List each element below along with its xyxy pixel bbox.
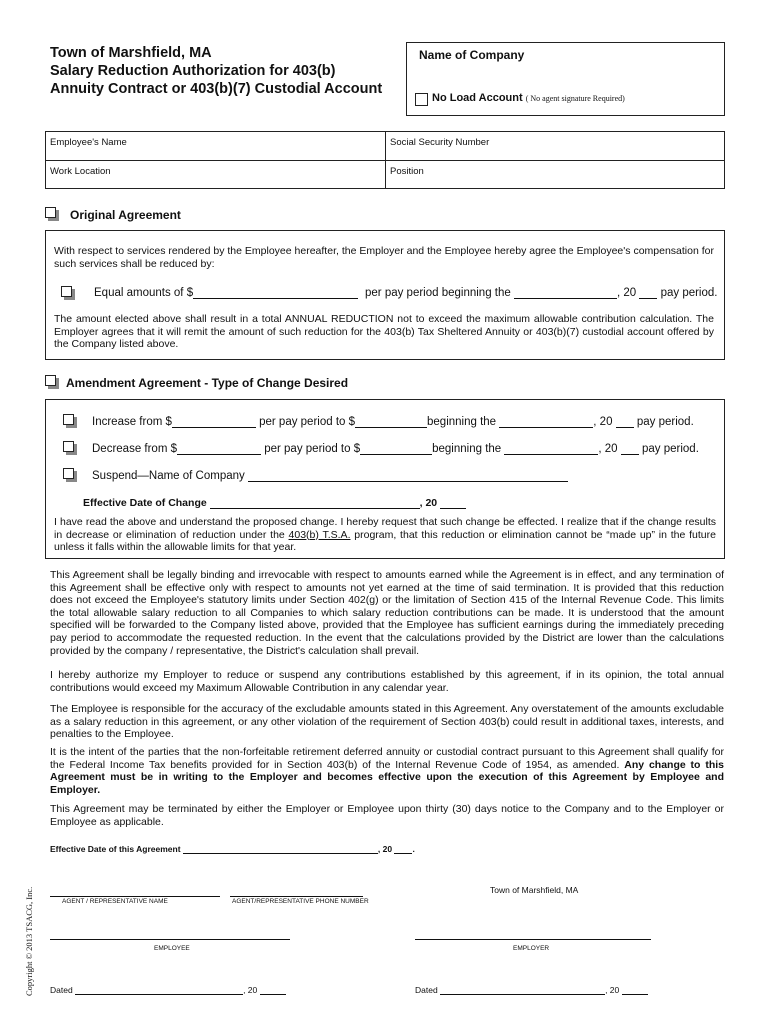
suspend-company-field[interactable] xyxy=(248,469,568,482)
pay-period-label: pay period. xyxy=(660,287,718,299)
employer-dated-row xyxy=(415,985,648,995)
employee-name-field[interactable]: Employee's Name xyxy=(50,137,127,148)
dated-label: Dated xyxy=(50,985,73,995)
employee-dated-row xyxy=(50,985,286,995)
company-box xyxy=(406,42,725,116)
employer-signature-line[interactable] xyxy=(415,939,651,940)
equal-amounts-checkbox[interactable] xyxy=(61,286,72,297)
increase-row xyxy=(92,415,694,428)
pay-period-label: pay period. xyxy=(636,416,694,428)
per-pay-period-to-label: per pay period to $ xyxy=(264,443,361,455)
year-prefix: , 20 xyxy=(616,287,637,299)
effective-change-row xyxy=(83,496,466,509)
intent-paragraph xyxy=(50,746,724,796)
amendment-agreement-heading: Amendment Agreement - Type of Change Desired xyxy=(66,376,349,390)
decrease-label: Decrease from $ xyxy=(92,443,178,455)
no-load-note: ( No agent signature Required) xyxy=(525,94,625,103)
beginning-label: beginning the xyxy=(432,443,502,455)
year-prefix: , 20 xyxy=(605,985,620,995)
year-prefix: , 20 xyxy=(598,443,618,455)
original-agreement-box xyxy=(45,230,725,360)
suspend-row xyxy=(92,469,568,482)
binding-paragraph: This Agreement shall be legally binding and irrevocable with respect to amounts earned while the Agreement is in effect, and any termination of this Agreement shall be effective only with respect to amounts not yet earned at the time of said termination. It is provided that this reduction does not exceed the Employee's statutory limits under Section 402(g) or the limitation of Section 415 of the Internal Revenue Code. This limits the total allowable salary reduction to all Companies to which salary reduction contributions can be made. It is understood that the amount specified will be forwarded to the Company listed above, provided that the Employee has sufficient earnings during the immediately preceding pay period to accommodate the requested reduction. In the event that the calculations provided by the District are lower than the calculations provided by the company / representative, the District's calculation shall prevail. xyxy=(50,569,724,657)
original-year-field[interactable] xyxy=(639,286,657,299)
employer-label: EMPLOYER xyxy=(513,945,550,952)
per-pay-period-to-label: per pay period to $ xyxy=(259,416,356,428)
original-beginning-row xyxy=(365,286,717,299)
decrease-row xyxy=(92,442,699,455)
employee-dated-year-field[interactable] xyxy=(260,985,286,995)
original-beginning-date-field[interactable] xyxy=(514,286,617,299)
increase-to-field[interactable] xyxy=(355,415,427,428)
title-line-1: Town of Marshfield, MA xyxy=(50,45,212,61)
amendment-agreement-checkbox[interactable] xyxy=(45,375,56,386)
read-text-part-2: program, that this reduction or elimination cannot be “made up” in the future unless it falls within the allowable limits for that year. xyxy=(54,528,716,554)
suspend-label: Suspend—Name of Company xyxy=(92,470,245,482)
equal-amounts-row xyxy=(94,286,358,299)
equal-amounts-field[interactable] xyxy=(193,286,358,299)
responsibility-paragraph: The Employee is responsible for the accuracy of the excludable amounts stated in this Agreement. Any overstatement of the amounts excludable as a salary reduction in this agreement, or any other violation of the requirement of Section 403(b) could result in additional taxes, interests, and penalties to the Employee. xyxy=(50,703,724,741)
year-prefix: , 20 xyxy=(377,844,393,854)
company-label: Name of Company xyxy=(419,48,525,62)
year-prefix: , 20 xyxy=(243,985,258,995)
effective-change-date-field[interactable] xyxy=(210,496,420,509)
amendment-agreement-box xyxy=(45,399,725,559)
tsa-underlined-text: 403(b) T.S.A. xyxy=(288,528,351,541)
per-pay-period-label: per pay period beginning the xyxy=(365,287,511,299)
increase-date-field[interactable] xyxy=(499,415,593,428)
employee-dated-field[interactable] xyxy=(75,985,243,995)
effective-change-year-field[interactable] xyxy=(440,496,466,509)
effective-agreement-year-field[interactable] xyxy=(394,844,412,854)
employee-signature-line[interactable] xyxy=(50,939,290,940)
page-title xyxy=(50,44,400,98)
effective-agreement-label: Effective Date of this Agreement xyxy=(50,844,181,854)
agent-phone-line[interactable] xyxy=(230,896,363,897)
beginning-label: beginning the xyxy=(427,416,497,428)
increase-year-field[interactable] xyxy=(616,415,634,428)
read-text-part-1: I have read the above and understand the proposed change. I hereby request that such change be effected. I realize that if the change results in decrease or elimination of reduction under the xyxy=(54,516,716,541)
agent-name-line[interactable] xyxy=(50,896,220,897)
decrease-year-field[interactable] xyxy=(621,442,639,455)
effective-agreement-row: Effective Date of this Agreement , 20 . xyxy=(50,844,415,854)
effective-agreement-date-field[interactable] xyxy=(183,844,378,854)
suspend-checkbox[interactable] xyxy=(63,468,74,479)
original-intro: With respect to services rendered by the Employee hereafter, the Employer and the Employee hereby agree the Employee's compensation for such services shall be reduced by: xyxy=(54,245,714,270)
employer-dated-field[interactable] xyxy=(440,985,605,995)
year-prefix: , 20 xyxy=(419,497,438,509)
title-line-3: Annuity Contract or 403(b)(7) Custodial Account xyxy=(50,81,383,97)
equal-amounts-label: Equal amounts of $ xyxy=(94,287,194,299)
read-understand-text xyxy=(54,516,716,554)
no-load-checkbox[interactable] xyxy=(415,93,428,106)
copyright-text: Copyright © 2013 TSACG, Inc. xyxy=(24,886,34,996)
agent-name-label: AGENT / REPRESENTATIVE NAME xyxy=(62,898,168,905)
year-prefix: , 20 xyxy=(593,416,613,428)
intent-bold-text: Any change to this Agreement must be in writing to the Employer and becomes effective upon the execution of this Agreement by Employee and Employer. xyxy=(50,758,724,796)
town-name: Town of Marshfield, MA xyxy=(490,885,579,895)
employee-label: EMPLOYEE xyxy=(154,945,190,952)
ssn-field[interactable]: Social Security Number xyxy=(390,137,490,148)
title-line-2: Salary Reduction Authorization for 403(b) xyxy=(50,63,336,79)
decrease-date-field[interactable] xyxy=(504,442,598,455)
dated-label: Dated xyxy=(415,985,438,995)
increase-checkbox[interactable] xyxy=(63,414,74,425)
authorize-paragraph: I hereby authorize my Employer to reduce or suspend any contributions established by this agreement, if in its opinion, the total annual contributions would exceed my Maximum Allowable Contribution in any calendar year. xyxy=(50,669,724,694)
work-location-field[interactable]: Work Location xyxy=(50,166,111,177)
decrease-to-field[interactable] xyxy=(360,442,432,455)
decrease-checkbox[interactable] xyxy=(63,441,74,452)
increase-label: Increase from $ xyxy=(92,416,172,428)
position-field[interactable]: Position xyxy=(390,166,424,177)
no-load-label: No Load Account ( No agent signature Required) xyxy=(432,92,625,104)
termination-paragraph: This Agreement may be terminated by either the Employer or Employee upon thirty (30) days notice to the Company and to the Employer or Employee as applicable. xyxy=(50,803,724,828)
agent-phone-label: AGENT/REPRESENTATIVE PHONE NUMBER xyxy=(232,898,369,905)
decrease-from-field[interactable] xyxy=(177,442,261,455)
increase-from-field[interactable] xyxy=(172,415,256,428)
effective-change-label: Effective Date of Change xyxy=(83,497,207,509)
employer-dated-year-field[interactable] xyxy=(622,985,648,995)
original-agreement-heading: Original Agreement xyxy=(70,208,181,222)
original-agreement-checkbox[interactable] xyxy=(45,207,56,218)
pay-period-label: pay period. xyxy=(641,443,699,455)
annual-reduction-note: The amount elected above shall result in a total ANNUAL REDUCTION not to exceed the maximum allowable contribution calculation. The Employer agrees that it will remit the amount of such reduction for the 403(b) Tax Sheltered Annuity or 403(b)(7) custodial account offered by the Company listed above. xyxy=(54,313,714,351)
employee-info-table xyxy=(45,131,725,189)
intent-text: It is the intent of the parties that the non-forfeitable retirement deferred annuity or custodial contract pursuant to this Agreement shall qualify for the Federal Income Tax benefits provided for in Section 403(b) of the Internal Revenue Code of 1954, as amended. xyxy=(50,746,724,771)
